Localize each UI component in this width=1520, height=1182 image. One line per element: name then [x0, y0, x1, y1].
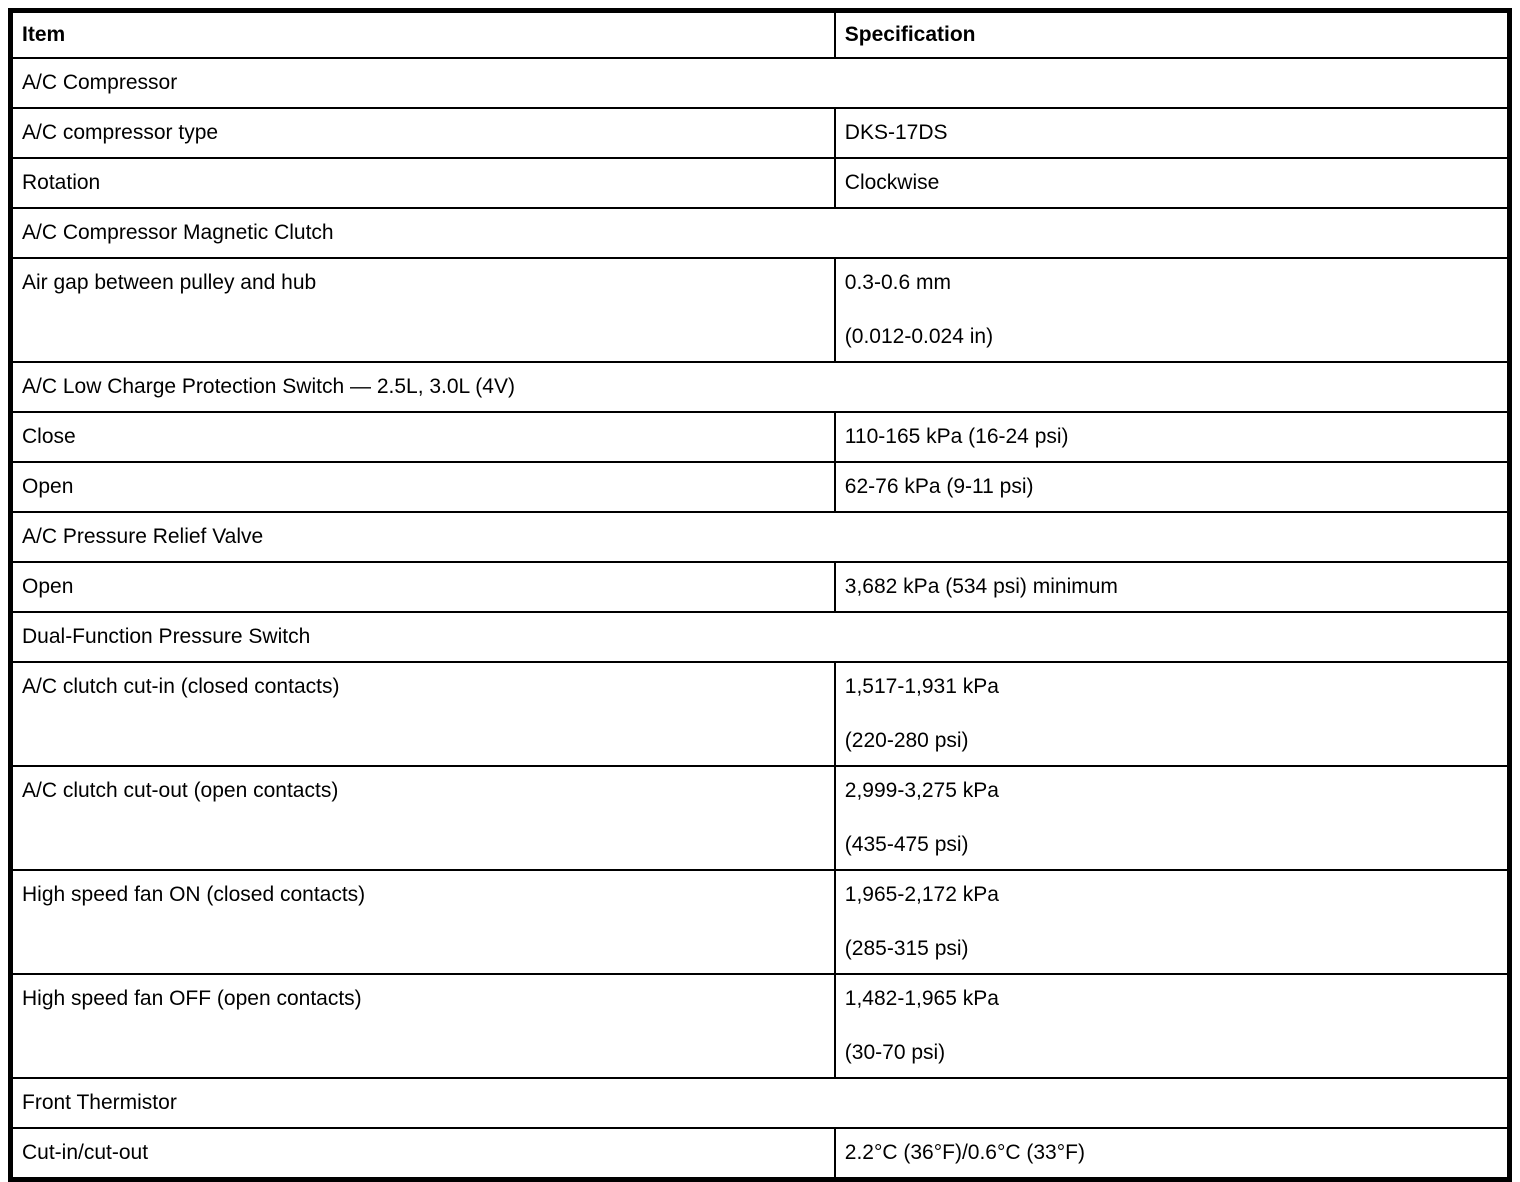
spec-line: 1,965-2,172 kPa: [844, 883, 999, 906]
header-row: [12, 12, 1508, 58]
item-cell: A/C clutch cut-in (closed contacts): [12, 662, 835, 766]
spec-line: 62-76 kPa (9-11 psi): [844, 475, 1034, 498]
spec-line: (30-70 psi): [844, 1041, 946, 1064]
section-label: Front Thermistor: [12, 1078, 1508, 1128]
spec-cell: [835, 258, 1508, 362]
spec-cell: [835, 158, 1508, 208]
spec-line: 2.2°C (36°F)/0.6°C (33°F): [844, 1141, 1085, 1164]
spec-cell: [835, 974, 1508, 1078]
item-cell: Air gap between pulley and hub: [12, 258, 835, 362]
specification-table: [8, 8, 1512, 1182]
table-row: [12, 462, 1508, 512]
section-row: [12, 208, 1508, 258]
table-row: [12, 108, 1508, 158]
item-cell: High speed fan OFF (open contacts): [12, 974, 835, 1078]
spec-line: Clockwise: [844, 171, 940, 194]
table-row: [12, 1128, 1508, 1178]
item-cell: Cut-in/cut-out: [12, 1128, 835, 1178]
section-row: [12, 362, 1508, 412]
column-header-specification: Specification: [835, 12, 1508, 58]
spec-line: 3,682 kPa (534 psi) minimum: [844, 575, 1118, 598]
item-cell: A/C clutch cut-out (open contacts): [12, 766, 835, 870]
section-row: [12, 1078, 1508, 1128]
spec-cell: [835, 412, 1508, 462]
section-row: [12, 612, 1508, 662]
table-row: [12, 766, 1508, 870]
spec-cell: [835, 870, 1508, 974]
table-body: [12, 58, 1508, 1178]
spec-line: 1,517-1,931 kPa: [844, 675, 999, 698]
section-label: A/C Low Charge Protection Switch — 2.5L, 3.0L (4V): [12, 362, 1508, 412]
spec-line: 1,482-1,965 kPa: [844, 987, 999, 1010]
spec-line: (220-280 psi): [844, 729, 969, 752]
spec-line: (435-475 psi): [844, 833, 969, 856]
item-cell: Open: [12, 462, 835, 512]
spec-line: 2,999-3,275 kPa: [844, 779, 999, 802]
table-row: [12, 158, 1508, 208]
item-cell: Rotation: [12, 158, 835, 208]
spec-cell: [835, 562, 1508, 612]
spec-cell: [835, 462, 1508, 512]
section-label: Dual-Function Pressure Switch: [12, 612, 1508, 662]
table-row: [12, 870, 1508, 974]
spec-line: (285-315 psi): [844, 937, 969, 960]
section-row: [12, 512, 1508, 562]
spec-line: 0.3-0.6 mm: [844, 271, 951, 294]
item-cell: Close: [12, 412, 835, 462]
item-cell: Open: [12, 562, 835, 612]
table-row: [12, 412, 1508, 462]
section-row: [12, 58, 1508, 108]
section-label: A/C Compressor Magnetic Clutch: [12, 208, 1508, 258]
table-row: [12, 258, 1508, 362]
spec-line: DKS-17DS: [844, 121, 948, 144]
table-row: [12, 662, 1508, 766]
spec-table: [11, 11, 1509, 1179]
spec-line: (0.012-0.024 in): [844, 325, 994, 348]
item-cell: A/C compressor type: [12, 108, 835, 158]
spec-cell: [835, 662, 1508, 766]
spec-cell: [835, 1128, 1508, 1178]
item-cell: High speed fan ON (closed contacts): [12, 870, 835, 974]
table-row: [12, 974, 1508, 1078]
section-label: A/C Pressure Relief Valve: [12, 512, 1508, 562]
section-label: A/C Compressor: [12, 58, 1508, 108]
column-header-item: Item: [12, 12, 835, 58]
table-row: [12, 562, 1508, 612]
spec-cell: [835, 108, 1508, 158]
spec-line: 110-165 kPa (16-24 psi): [844, 425, 1069, 448]
spec-cell: [835, 766, 1508, 870]
